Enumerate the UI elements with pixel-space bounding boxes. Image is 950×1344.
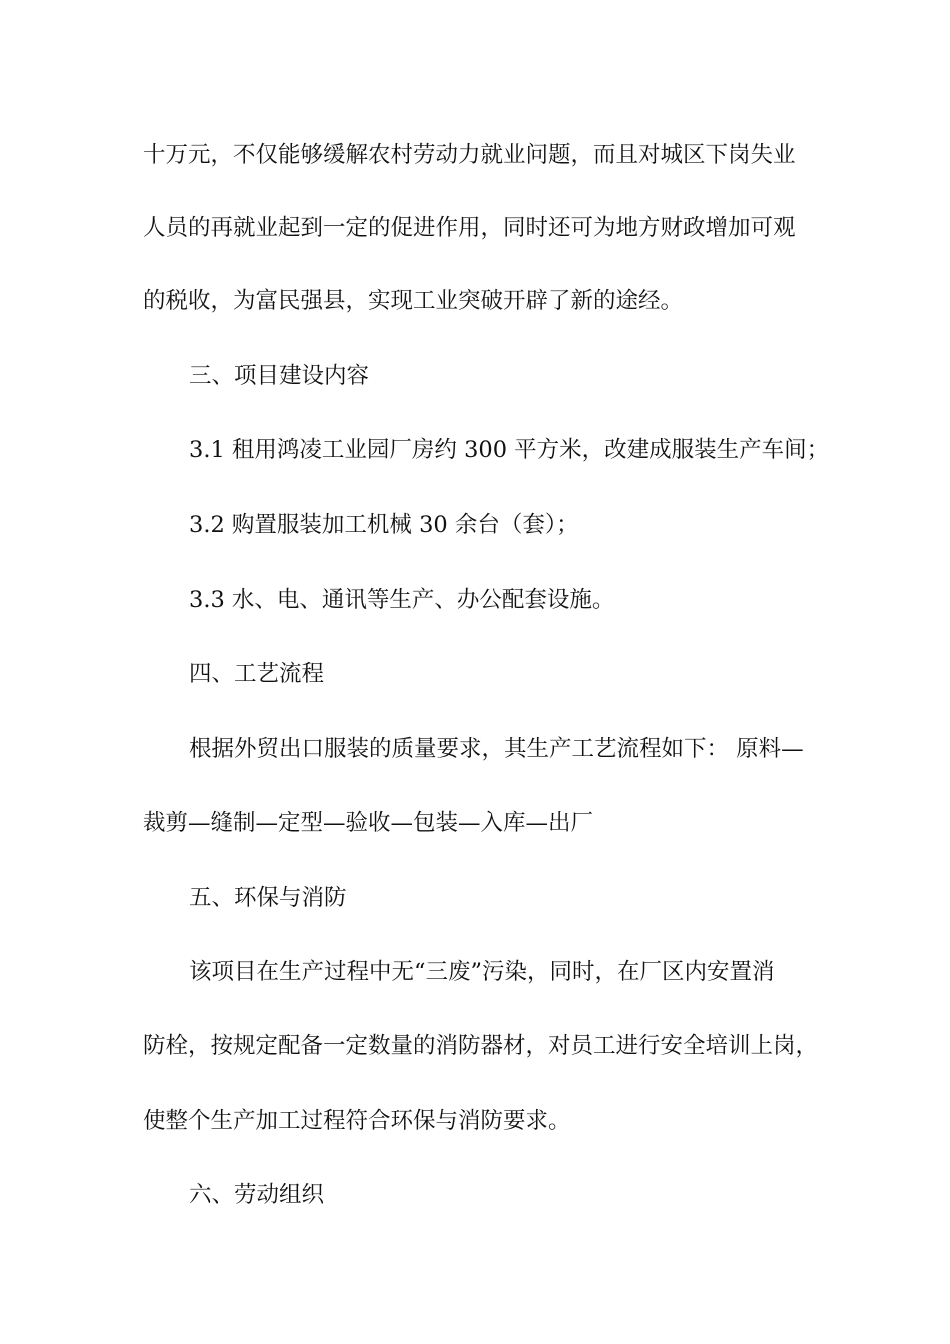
section-heading-4: 四、工艺流程: [189, 661, 325, 687]
paragraph-line: 十万元，不仅能够缓解农村劳动力就业问题，而且对城区下岗失业: [143, 142, 796, 168]
paragraph-line: 的税收，为富民强县，实现工业突破开辟了新的途经。: [143, 288, 684, 314]
section-heading-3: 三、项目建设内容: [189, 363, 370, 389]
list-item: 3.2 购置服装加工机械 30 余台（套）；: [189, 512, 579, 538]
section-heading-6: 六、劳动组织: [189, 1182, 325, 1208]
list-item: 3.3 水、电、通讯等生产、办公配套设施。: [189, 587, 615, 613]
section-heading-5: 五、环保与消防: [189, 885, 347, 911]
list-item: 3.1 租用鸿凌工业园厂房约 300 平方米，改建成服装生产车间；: [189, 437, 830, 463]
paragraph-line: 裁剪—缝制—定型—验收—包装—入库—出厂: [143, 810, 594, 836]
paragraph-line: 根据外贸出口服装的质量要求，其生产工艺流程如下： 原料—: [189, 736, 804, 762]
paragraph-line: 人员的再就业起到一定的促进作用，同时还可为地方财政增加可观: [143, 215, 796, 241]
paragraph-line: 防栓，按规定配备一定数量的消防器材，对员工进行安全培训上岗，: [143, 1033, 819, 1059]
paragraph-line: 使整个生产加工过程符合环保与消防要求。: [143, 1108, 571, 1134]
paragraph-line: 该项目在生产过程中无“三废”污染，同时，在厂区内安置消: [189, 959, 775, 985]
